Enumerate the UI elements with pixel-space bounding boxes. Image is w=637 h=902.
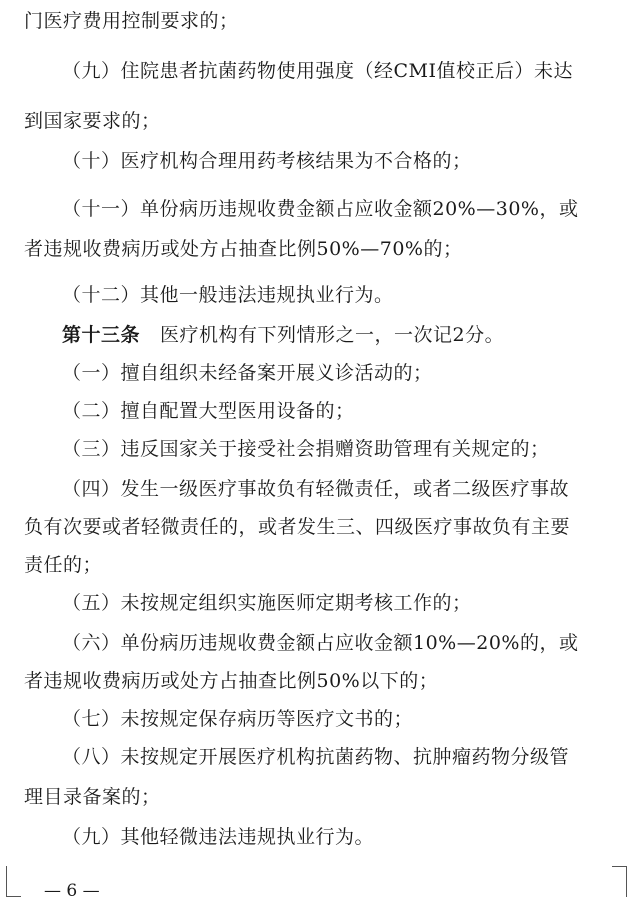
page-number: — 6 — xyxy=(44,881,100,901)
text-line-11: （三）违反国家关于接受社会捐赠资助管理有关规定的； xyxy=(62,438,550,460)
article-13-line xyxy=(0,322,637,348)
text-line-4: （十）医疗机构合理用药考核结果为不合格的； xyxy=(62,150,472,172)
text-line-10: （二）擅自配置大型医用设备的； xyxy=(62,400,355,422)
text-line-15: （五）未按规定组织实施医师定期考核工作的； xyxy=(62,592,472,614)
text-line-9: （一）擅自组织未经备案开展义诊活动的； xyxy=(62,362,433,384)
text-line-6: 者违规收费病历或处方占抽查比例50%—70%的； xyxy=(24,238,463,260)
text-line-2 xyxy=(0,58,613,84)
text-line-7: （十二）其他一般违法违规执业行为。 xyxy=(62,284,394,306)
text-line-21: （九）其他轻微违法违规执业行为。 xyxy=(62,826,375,848)
text-line-17: 者违规收费病历或处方占抽查比例50%以下的； xyxy=(24,670,439,692)
crop-mark-right xyxy=(612,866,627,897)
text-line-16: （六）单份病历违规收费金额占应收金额10%—20%的，或 xyxy=(62,632,579,654)
article-label: 第十三条 xyxy=(62,324,141,346)
text-line-5: （十一）单份病历违规收费金额占应收金额20%—30%，或 xyxy=(62,198,579,220)
text-line-14: 责任的； xyxy=(24,554,103,576)
text-line-13: 负有次要或者轻微责任的，或者发生三、四级医疗事故负有主要 xyxy=(24,516,571,538)
text-line-18: （七）未按规定保存病历等医疗文书的； xyxy=(62,708,414,730)
text-line-12: （四）发生一级医疗事故负有轻微责任，或者二级医疗事故 xyxy=(62,478,570,500)
text-line-3: 到国家要求的； xyxy=(24,110,161,132)
text-line-1: 门医疗费用控制要求的； xyxy=(24,10,239,32)
text-line-2-content: （九）住院患者抗菌药物使用强度（经CMI值校正后）未达 xyxy=(62,60,573,82)
text-line-19: （八）未按规定开展医疗机构抗菌药物、抗肿瘤药物分级管 xyxy=(62,746,570,768)
crop-mark-left xyxy=(6,866,21,897)
text-line-20: 理目录备案的； xyxy=(24,786,161,808)
article-13-text: 医疗机构有下列情形之一，一次记2分。 xyxy=(160,324,505,346)
